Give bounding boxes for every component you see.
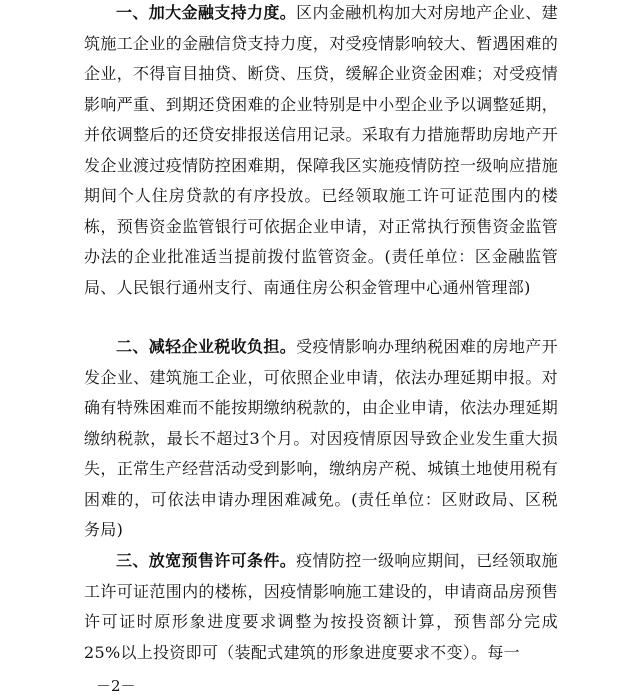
section-heading-2: 二、减轻企业税收负担。 (116, 337, 297, 356)
section-heading-3: 三、放宽预售许可条件。 (116, 551, 297, 570)
section-body-2: 受疫情影响办理纳税困难的房地产开发企业、建筑施工企业，可依照企业申请，依法办理延期申报。对确有特殊困难而不能按期缴纳税款的，由企业申请，依法办理延期缴纳税款，最长不超过3个月。对因疫情原因导致企业发生重大损失，正常生产经营活动受到影响，缴纳房产税、城镇土地使用税有困难的，可依法申请办理困难减免。(责任单位：区财政局、区税务局) (84, 337, 558, 539)
section-heading-1: 一、加大金融支持力度。 (116, 3, 297, 22)
section-paragraph-1 (84, 0, 558, 303)
section-paragraph-2 (84, 332, 558, 546)
section-body-1: 区内金融机构加大对房地产企业、建筑施工企业的金融信贷支持力度，对受疫情影响较大、暂遇困难的企业，不得盲目抽贷、断贷、压贷，缓解企业资金困难；对受疫情影响严重、到期还贷困难的企业特别是中小型企业予以调整延期，并依调整后的还贷安排报送信用记录。采取有力措施帮助房地产开发企业渡过疫情防控困难期，保障我区实施疫情防控一级响应措施期间个人住房贷款的有序投放。已经领取施工许可证范围内的楼栋，预售资金监管银行可依据企业申请，对正常执行预售资金监管办法的企业批准适当提前拨付监管资金。(责任单位：区金融监管局、人民银行通州支行、南通住房公积金管理中心通州管理部) (84, 3, 558, 297)
section-body-3: 疫情防控一级响应期间，已经领取施工许可证范围内的楼栋，因疫情影响施工建设的，申请商品房预售许可证时原形象进度要求调整为按投资额计算，预售部分完成 25%以上投资即可（装配式建筑的形象进度要求不变）。每一 (84, 551, 558, 662)
section-paragraph-3 (84, 546, 558, 668)
page-number: －2－ (96, 677, 136, 695)
